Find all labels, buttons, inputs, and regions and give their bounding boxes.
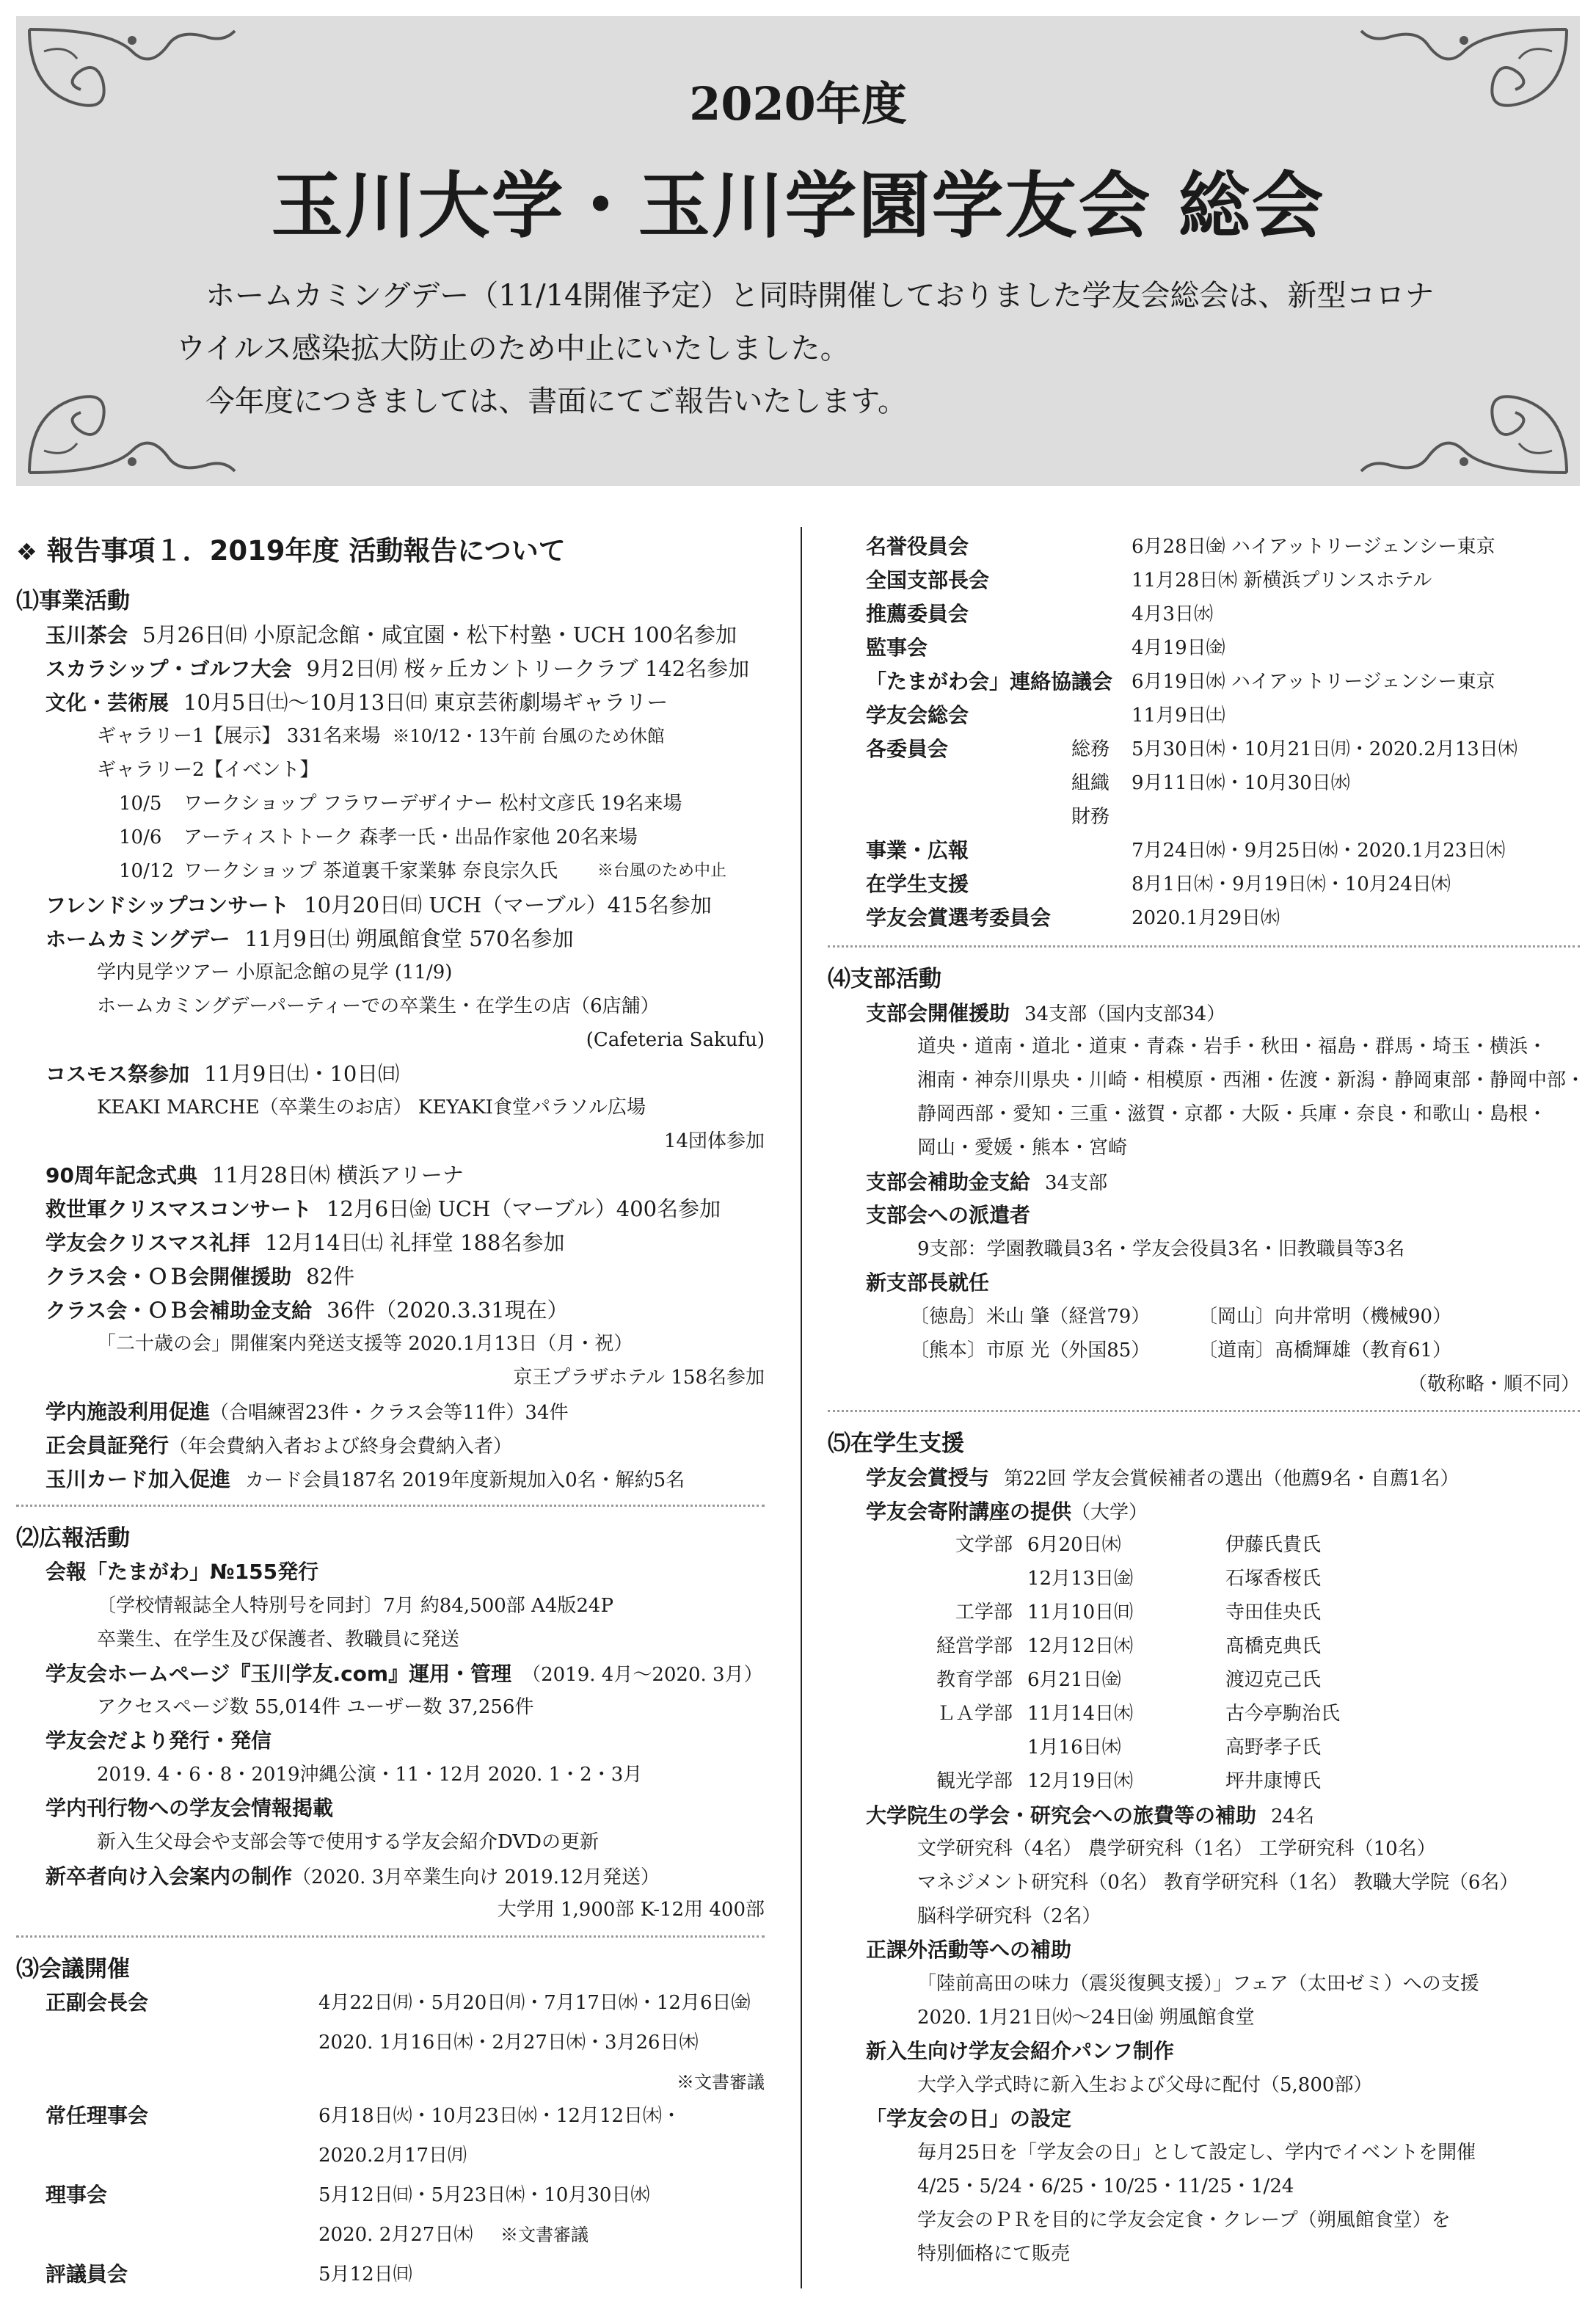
list-item: クラス会・ＯＢ会補助金支給 36件（2020.3.31現在） — [45, 1298, 569, 1323]
meeting-date: 5月30日㈭・10月21日㈪・2020.2月13日㈭ — [1132, 738, 1517, 760]
list-item: 新卒者向け入会案内の制作（2020. 3月卒業生向け 2019.12月発送） — [45, 1864, 660, 1888]
meeting-row — [828, 800, 1580, 834]
lecture-row — [828, 1697, 1580, 1731]
lecture-speaker: 坪井康博氏 — [1225, 1770, 1322, 1792]
lecture-date: 6月20日㈭ — [1027, 1534, 1121, 1556]
meeting-row: 理事会 5月12日㈰・5月23日㈭・10月30日㈬ — [45, 2183, 650, 2207]
meeting-name: 事業・広報 — [866, 838, 969, 862]
lecture-row — [828, 1596, 1580, 1629]
lecture-row — [828, 1663, 1580, 1697]
list-item: （敬称略・順不同） — [1407, 1373, 1580, 1395]
list-item: 文化・芸術展 10月5日㈯〜10月13日㈰ 東京芸術劇場ギャラリー — [45, 690, 668, 715]
meeting-date: 6月28日㈮ ハイアットリージェンシー東京 — [1132, 536, 1495, 558]
lecture-list — [828, 1528, 1580, 1798]
list-item: フレンドシップコンサート 10月20日㈰ UCH（マーブル）415名参加 — [45, 892, 712, 917]
list-item: 10/5 ワークショップ フラワーデザイナー 松村文彦氏 19名来場 — [119, 793, 682, 815]
column-divider — [801, 527, 802, 2288]
lecture-speaker: 古今亭駒治氏 — [1225, 1703, 1341, 1725]
meeting-row: 2020. 2月27日㈭ ※文書審議 — [318, 2224, 589, 2246]
list-item: 〔徳島〕米山 肇（経営79） 〔岡山〕向井常明（機械90） — [910, 1306, 1452, 1328]
meeting-name: 全国支部長会 — [866, 568, 990, 592]
list-item: (Cafeteria Sakufu) — [586, 1029, 765, 1051]
list-item: ホームカミングデーパーティーでの卒業生・在学生の店（6店舗） — [97, 995, 660, 1017]
list-item: 救世軍クリスマスコンサート 12月6日㈮ UCH（マーブル）400名参加 — [45, 1196, 721, 1221]
list-item: 10/6 アーティストトーク 森孝一氏・出品作家他 20名来場 — [119, 826, 638, 848]
meeting-row — [828, 766, 1580, 800]
section-divider — [16, 1935, 765, 1938]
section-title: ⑷支部活動 — [828, 966, 941, 992]
list-item: アクセスページ数 55,014件 ユーザー数 37,256件 — [97, 1696, 534, 1718]
list-item: 学内刊行物への学友会情報掲載 — [45, 1796, 334, 1820]
list-item: 「陸前高田の味力（震災復興支援）」フェア（太田ゼミ）への支援 — [917, 1973, 1479, 1995]
meeting-row: 常任理事会 6月18日㈫・10月23日㈬・12月12日㈭・ — [45, 2103, 681, 2128]
list-item: 90周年記念式典 11月28日㈭ 横浜アリーナ — [45, 1163, 464, 1188]
meeting-row — [828, 732, 1580, 766]
meeting-date: 9月11日㈬・10月30日㈬ — [1132, 772, 1350, 794]
lecture-date: 12月19日㈭ — [1027, 1770, 1134, 1792]
meeting-name: 学友会賞選考委員会 — [866, 906, 1052, 930]
list-item: 会報「たまがわ」№155発行 — [45, 1560, 319, 1584]
list-item: 支部会への派遣者 — [866, 1203, 1031, 1227]
section-title: ⑶会議開催 — [16, 1956, 130, 1982]
meeting-row — [828, 868, 1580, 901]
list-item: 〔学校情報誌全人特別号を同封〕7月 約84,500部 A4版24P — [97, 1595, 613, 1617]
right-column — [828, 530, 1586, 2271]
lecture-dept: 文学部 — [955, 1534, 1013, 1556]
intro-line: ホームカミングデー（11/14開催予定）と同時開催しておりました学友会総会は、新型コロナ — [205, 279, 1435, 313]
list-item: 湘南・神奈川県央・川崎・相模原・西湘・佐渡・新潟・静岡東部・静岡中部・ — [917, 1069, 1586, 1091]
lecture-date: 11月14日㈭ — [1027, 1703, 1134, 1725]
section-title: ⑸在学生支援 — [828, 1430, 964, 1457]
meeting-name: 推薦委員会 — [866, 602, 969, 626]
lecture-row — [828, 1562, 1580, 1596]
list-item: マネジメント研究科（0名） 教育学研究科（1名） 教職大学院（6名） — [917, 1872, 1519, 1894]
meeting-name: 学友会総会 — [866, 703, 969, 727]
meeting-row: 2020. 1月16日㈭・2月27日㈭・3月26日㈭ — [318, 2032, 699, 2054]
diamond-bullet-icon: ❖ — [16, 538, 37, 566]
list-item: 玉川茶会 5月26日㈰ 小原記念館・咸宜園・松下村塾・UCH 100名参加 — [45, 622, 737, 647]
list-item: 岡山・愛媛・熊本・宮崎 — [917, 1137, 1128, 1159]
section-divider — [828, 945, 1580, 948]
lecture-row — [828, 1528, 1580, 1562]
list-item: 特別価格にて販売 — [917, 2243, 1071, 2265]
lecture-speaker: 高野孝子氏 — [1225, 1737, 1322, 1759]
list-item: 脳科学研究科（2名） — [917, 1905, 1101, 1927]
meeting-note: ※文書審議 — [677, 2072, 765, 2092]
meeting-date: 4月19日㈮ — [1132, 637, 1225, 659]
meeting-row — [828, 901, 1580, 935]
list-item: 支部会補助金支給 34支部 — [866, 1170, 1108, 1194]
list-item: 大学院生の学会・研究会への旅費等の補助 24名 — [866, 1803, 1315, 1828]
lecture-dept: 教育学部 — [936, 1669, 1013, 1691]
list-item: 10/12 ワークショップ 茶道裏千家業躰 奈良宗久氏 ※台風のため中止 — [119, 860, 727, 882]
lecture-speaker: 伊藤氏貴氏 — [1225, 1534, 1322, 1556]
section-title: ⑴事業活動 — [16, 588, 130, 614]
section-divider — [828, 1410, 1580, 1412]
list-item: ギャラリー2【イベント】 — [97, 759, 319, 781]
meeting-row: 2020.2月17日㈪ — [318, 2145, 467, 2167]
list-item: 学友会ホームページ『玉川学友.com』運用・管理 （2019. 4月〜2020. 3月） — [45, 1662, 763, 1686]
list-item: 正課外活動等への補助 — [866, 1938, 1072, 1962]
list-item: 玉川カード加入促進 カード会員187名 2019年度新規加入0名・解約5名 — [45, 1467, 685, 1491]
list-item: 支部会開催援助 34支部（国内支部34） — [866, 1001, 1226, 1025]
report-heading: ❖ 報告事項１．2019年度 活動報告について — [16, 535, 566, 567]
lecture-date: 1月16日㈭ — [1027, 1737, 1121, 1759]
list-item: 2019. 4・6・8・2019沖縄公演・11・12月 2020. 1・2・3月 — [97, 1764, 643, 1786]
list-item: 4/25・5/24・6/25・10/25・11/25・1/24 — [917, 2175, 1294, 2197]
list-item: KEAKI MARCHE（卒業生のお店） KEYAKI食堂パラソル広場 — [97, 1097, 646, 1119]
meeting-list — [828, 530, 1580, 935]
lecture-date: 12月12日㈭ — [1027, 1635, 1134, 1657]
left-column — [16, 528, 765, 2297]
list-item: 卒業生、在学生及び保護者、教職員に発送 — [97, 1629, 460, 1651]
list-item: 京王プラザホテル 158名参加 — [513, 1367, 765, 1389]
lecture-dept: ＬＡ学部 — [936, 1703, 1013, 1725]
meeting-row — [828, 631, 1580, 665]
list-item: コスモス祭参加 11月9日㈯・10日㈰ — [45, 1061, 400, 1086]
meeting-date: 11月9日㈯ — [1132, 705, 1225, 727]
list-item: クラス会・ＯＢ会開催援助 82件 — [45, 1264, 355, 1289]
meeting-row: 評議員会 5月12日㈰ — [45, 2262, 412, 2286]
list-item: 大学用 1,900部 K-12用 400部 — [497, 1899, 765, 1921]
list-item: 学友会賞授与 第22回 学友会賞候補者の選出（他薦9名・自薦1名） — [866, 1466, 1460, 1490]
meeting-row — [828, 834, 1580, 868]
lecture-speaker: 髙橋克典氏 — [1225, 1635, 1322, 1657]
list-item: 「二十歳の会」開催案内発送支援等 2020.1月13日（月・祝） — [97, 1333, 633, 1355]
section-title: ⑵広報活動 — [16, 1525, 130, 1552]
list-item: 新支部長就任 — [866, 1270, 990, 1295]
meeting-name: 監事会 — [866, 636, 928, 660]
list-item: 学内見学ツアー 小原記念館の見学 (11/9) — [97, 961, 453, 983]
list-item: 正会員証発行（年会費納入者および終身会費納入者） — [45, 1433, 513, 1458]
meeting-row: 正副会長会 4月22日㈪・5月20日㈪・7月17日㈬・12月6日㈮ — [45, 1990, 751, 2015]
list-item: 14団体参加 — [663, 1130, 765, 1152]
meeting-row — [828, 665, 1580, 699]
meeting-date: 4月3日㈬ — [1132, 603, 1214, 625]
list-item: 学内施設利用促進（合唱練習23件・クラス会等11件）34件 — [45, 1400, 569, 1424]
list-item: 大学入学式時に新入生および父母に配付（5,800部） — [917, 2074, 1373, 2096]
list-item: 学友会寄附講座の提供（大学） — [866, 1499, 1148, 1524]
list-item: 文学研究科（4名） 農学研究科（1名） 工学研究科（10名） — [917, 1838, 1436, 1860]
lecture-row — [828, 1629, 1580, 1663]
section-divider — [16, 1505, 765, 1507]
meeting-subgroup: 総務 — [1071, 738, 1110, 760]
intro-line: 今年度につきましては、書面にてご報告いたします。 — [205, 385, 907, 418]
meeting-date: 6月19日㈬ ハイアットリージェンシー東京 — [1132, 671, 1495, 693]
list-item: 〔熊本〕市原 光（外国85） 〔道南〕髙橋輝雄（教育61） — [910, 1339, 1452, 1361]
meeting-name: 名誉役員会 — [866, 534, 969, 559]
meeting-date: 11月28日㈭ 新横浜プリンスホテル — [1132, 570, 1432, 592]
list-item: 新入生向け学友会紹介パンフ制作 — [866, 2039, 1175, 2063]
list-item: 学友会だより発行・発信 — [45, 1728, 272, 1753]
meeting-row — [828, 597, 1580, 631]
lecture-speaker: 石塚香桜氏 — [1225, 1568, 1322, 1590]
meeting-name: 在学生支援 — [866, 872, 969, 896]
list-item: 2020. 1月21日㈫〜24日㈮ 朔風館食堂 — [917, 2007, 1255, 2029]
header-year: 2020年度 — [689, 77, 907, 131]
list-item: 新入生父母会や支部会等で使用する学友会紹介DVDの更新 — [97, 1831, 600, 1853]
meeting-name: 各委員会 — [866, 737, 949, 761]
list-item: 学友会のＰＲを目的に学友会定食・クレープ（朔風館食堂）を — [917, 2209, 1451, 2231]
list-item: 学友会クリスマス礼拝 12月14日㈯ 礼拝堂 188名参加 — [45, 1230, 565, 1255]
list-item: 毎月25日を「学友会の日」として設定し、学内でイベントを開催 — [917, 2142, 1476, 2164]
page-title: 玉川大学・玉川学園学友会 総会 — [271, 164, 1325, 248]
meeting-date: 7月24日㈬・9月25日㈬・2020.1月23日㈭ — [1132, 840, 1506, 862]
lecture-row — [828, 1731, 1580, 1764]
lecture-date: 12月13日㈮ — [1027, 1568, 1134, 1590]
meeting-name: 「たまがわ会」連絡協議会 — [866, 669, 1113, 694]
meeting-date: 8月1日㈭・9月19日㈭・10月24日㈭ — [1132, 873, 1451, 895]
lecture-date: 11月10日㈰ — [1027, 1601, 1134, 1623]
lecture-dept: 工学部 — [955, 1601, 1013, 1623]
list-item: 9支部：学園教職員3名・学友会役員3名・旧教職員等3名 — [917, 1238, 1405, 1260]
meeting-row — [828, 564, 1580, 597]
header-banner — [16, 16, 1580, 486]
lecture-speaker: 寺田佳央氏 — [1225, 1601, 1322, 1623]
lecture-dept: 観光学部 — [936, 1770, 1013, 1792]
intro-text — [176, 269, 1438, 428]
intro-line: ウイルス感染拡大防止のため中止にいたしました。 — [176, 332, 850, 366]
list-item: スカラシップ・ゴルフ大会 9月2日㈪ 桜ヶ丘カントリークラブ 142名参加 — [45, 656, 750, 681]
list-item: 静岡西部・愛知・三重・滋賀・京都・大阪・兵庫・奈良・和歌山・島根・ — [917, 1103, 1548, 1125]
lecture-dept: 経営学部 — [936, 1635, 1013, 1657]
meeting-row — [828, 699, 1580, 732]
lecture-row — [828, 1764, 1580, 1798]
meeting-row — [828, 530, 1580, 564]
lecture-date: 6月21日㈮ — [1027, 1669, 1121, 1691]
list-item: ギャラリー1【展示】 331名来場 ※10/12・13午前 台風のため休館 — [97, 725, 665, 747]
meeting-subgroup: 財務 — [1071, 806, 1110, 828]
meeting-date: 2020.1月29日㈬ — [1132, 907, 1280, 929]
lecture-speaker: 渡辺克己氏 — [1225, 1669, 1322, 1691]
list-item: 道央・道南・道北・道東・青森・岩手・秋田・福島・群馬・埼玉・横浜・ — [917, 1036, 1548, 1058]
list-item: ホームカミングデー 11月9日㈯ 朔風館食堂 570名参加 — [45, 926, 574, 951]
list-item: 「学友会の日」の設定 — [866, 2106, 1072, 2131]
meeting-subgroup: 組織 — [1071, 772, 1110, 794]
